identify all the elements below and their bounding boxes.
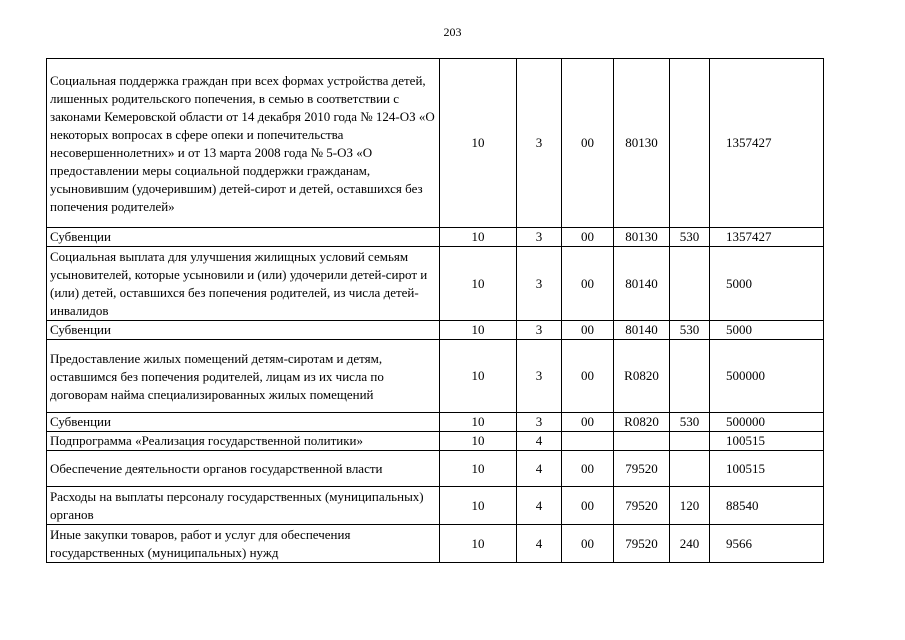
row-description: Обеспечение деятельности органов государственной власти <box>47 451 440 487</box>
program-code: 00 <box>562 247 614 321</box>
program-code: 00 <box>562 321 614 340</box>
subsection-code: 4 <box>517 432 562 451</box>
subsection-code: 3 <box>517 59 562 228</box>
section-code: 10 <box>440 59 517 228</box>
target-code: 80130 <box>614 59 670 228</box>
expense-type-code: 530 <box>670 413 710 432</box>
section-code: 10 <box>440 321 517 340</box>
section-code: 10 <box>440 451 517 487</box>
expense-type-code: 530 <box>670 321 710 340</box>
expense-type-code: 530 <box>670 228 710 247</box>
target-code: 80140 <box>614 247 670 321</box>
target-code <box>614 432 670 451</box>
row-description: Социальная выплата для улучшения жилищных условий семьям усыновителей, которые усыновили и (или) удочерили детей-сирот и (или) детей, оставшихся без попечения родителей, из числа детей-инвалидов <box>47 247 440 321</box>
table-row <box>47 413 824 432</box>
program-code: 00 <box>562 451 614 487</box>
program-code <box>562 432 614 451</box>
program-code: 00 <box>562 59 614 228</box>
subsection-code: 3 <box>517 340 562 413</box>
section-code: 10 <box>440 228 517 247</box>
section-code: 10 <box>440 525 517 563</box>
target-code: R0820 <box>614 340 670 413</box>
section-code: 10 <box>440 247 517 321</box>
amount: 5000 <box>710 247 824 321</box>
target-code: 79520 <box>614 487 670 525</box>
amount: 88540 <box>710 487 824 525</box>
table-row <box>47 340 824 413</box>
amount: 1357427 <box>710 228 824 247</box>
row-description: Иные закупки товаров, работ и услуг для обеспечения государственных (муниципальных) нужд <box>47 525 440 563</box>
subsection-code: 4 <box>517 487 562 525</box>
amount: 500000 <box>710 340 824 413</box>
target-code: 79520 <box>614 451 670 487</box>
section-code: 10 <box>440 432 517 451</box>
budget-table <box>46 58 824 563</box>
table-row <box>47 451 824 487</box>
subsection-code: 3 <box>517 413 562 432</box>
amount: 5000 <box>710 321 824 340</box>
table-row <box>47 59 824 228</box>
expense-type-code <box>670 247 710 321</box>
row-description: Расходы на выплаты персоналу государственных (муниципальных) органов <box>47 487 440 525</box>
subsection-code: 3 <box>517 321 562 340</box>
amount: 9566 <box>710 525 824 563</box>
subsection-code: 4 <box>517 525 562 563</box>
row-description: Предоставление жилых помещений детям-сиротам и детям, оставшимся без попечения родителей, лицам из их числа по договорам найма специализированных жилых помещений <box>47 340 440 413</box>
expense-type-code: 240 <box>670 525 710 563</box>
amount: 500000 <box>710 413 824 432</box>
amount: 100515 <box>710 451 824 487</box>
program-code: 00 <box>562 487 614 525</box>
row-description: Субвенции <box>47 228 440 247</box>
expense-type-code <box>670 340 710 413</box>
row-description: Подпрограмма «Реализация государственной политики» <box>47 432 440 451</box>
table-row <box>47 228 824 247</box>
section-code: 10 <box>440 487 517 525</box>
expense-type-code <box>670 451 710 487</box>
target-code: R0820 <box>614 413 670 432</box>
amount: 100515 <box>710 432 824 451</box>
page-number: 203 <box>443 25 462 39</box>
section-code: 10 <box>440 413 517 432</box>
program-code: 00 <box>562 413 614 432</box>
row-description: Субвенции <box>47 413 440 432</box>
subsection-code: 3 <box>517 228 562 247</box>
expense-type-code: 120 <box>670 487 710 525</box>
table-row <box>47 487 824 525</box>
program-code: 00 <box>562 340 614 413</box>
expense-type-code <box>670 59 710 228</box>
target-code: 79520 <box>614 525 670 563</box>
table-row <box>47 525 824 563</box>
program-code: 00 <box>562 228 614 247</box>
target-code: 80140 <box>614 321 670 340</box>
row-description: Субвенции <box>47 321 440 340</box>
target-code: 80130 <box>614 228 670 247</box>
row-description: Социальная поддержка граждан при всех формах устройства детей, лишенных родительского попечения, в семью в соответствии с законами Кемеровской области от 14 декабря 2010 года № 124-ОЗ «О некоторых вопросах в сфере опеки и попечительства несовершеннолетних» и от 13 марта 2008 года № 5-ОЗ «О предоставлении меры социальной поддержки гражданам, усыновившим (удочерившим) детей-сирот и детей, оставшихся без попечения родителей» <box>47 59 440 228</box>
amount: 1357427 <box>710 59 824 228</box>
expense-type-code <box>670 432 710 451</box>
section-code: 10 <box>440 340 517 413</box>
subsection-code: 4 <box>517 451 562 487</box>
table-row <box>47 432 824 451</box>
program-code: 00 <box>562 525 614 563</box>
subsection-code: 3 <box>517 247 562 321</box>
table-row <box>47 247 824 321</box>
table-row <box>47 321 824 340</box>
